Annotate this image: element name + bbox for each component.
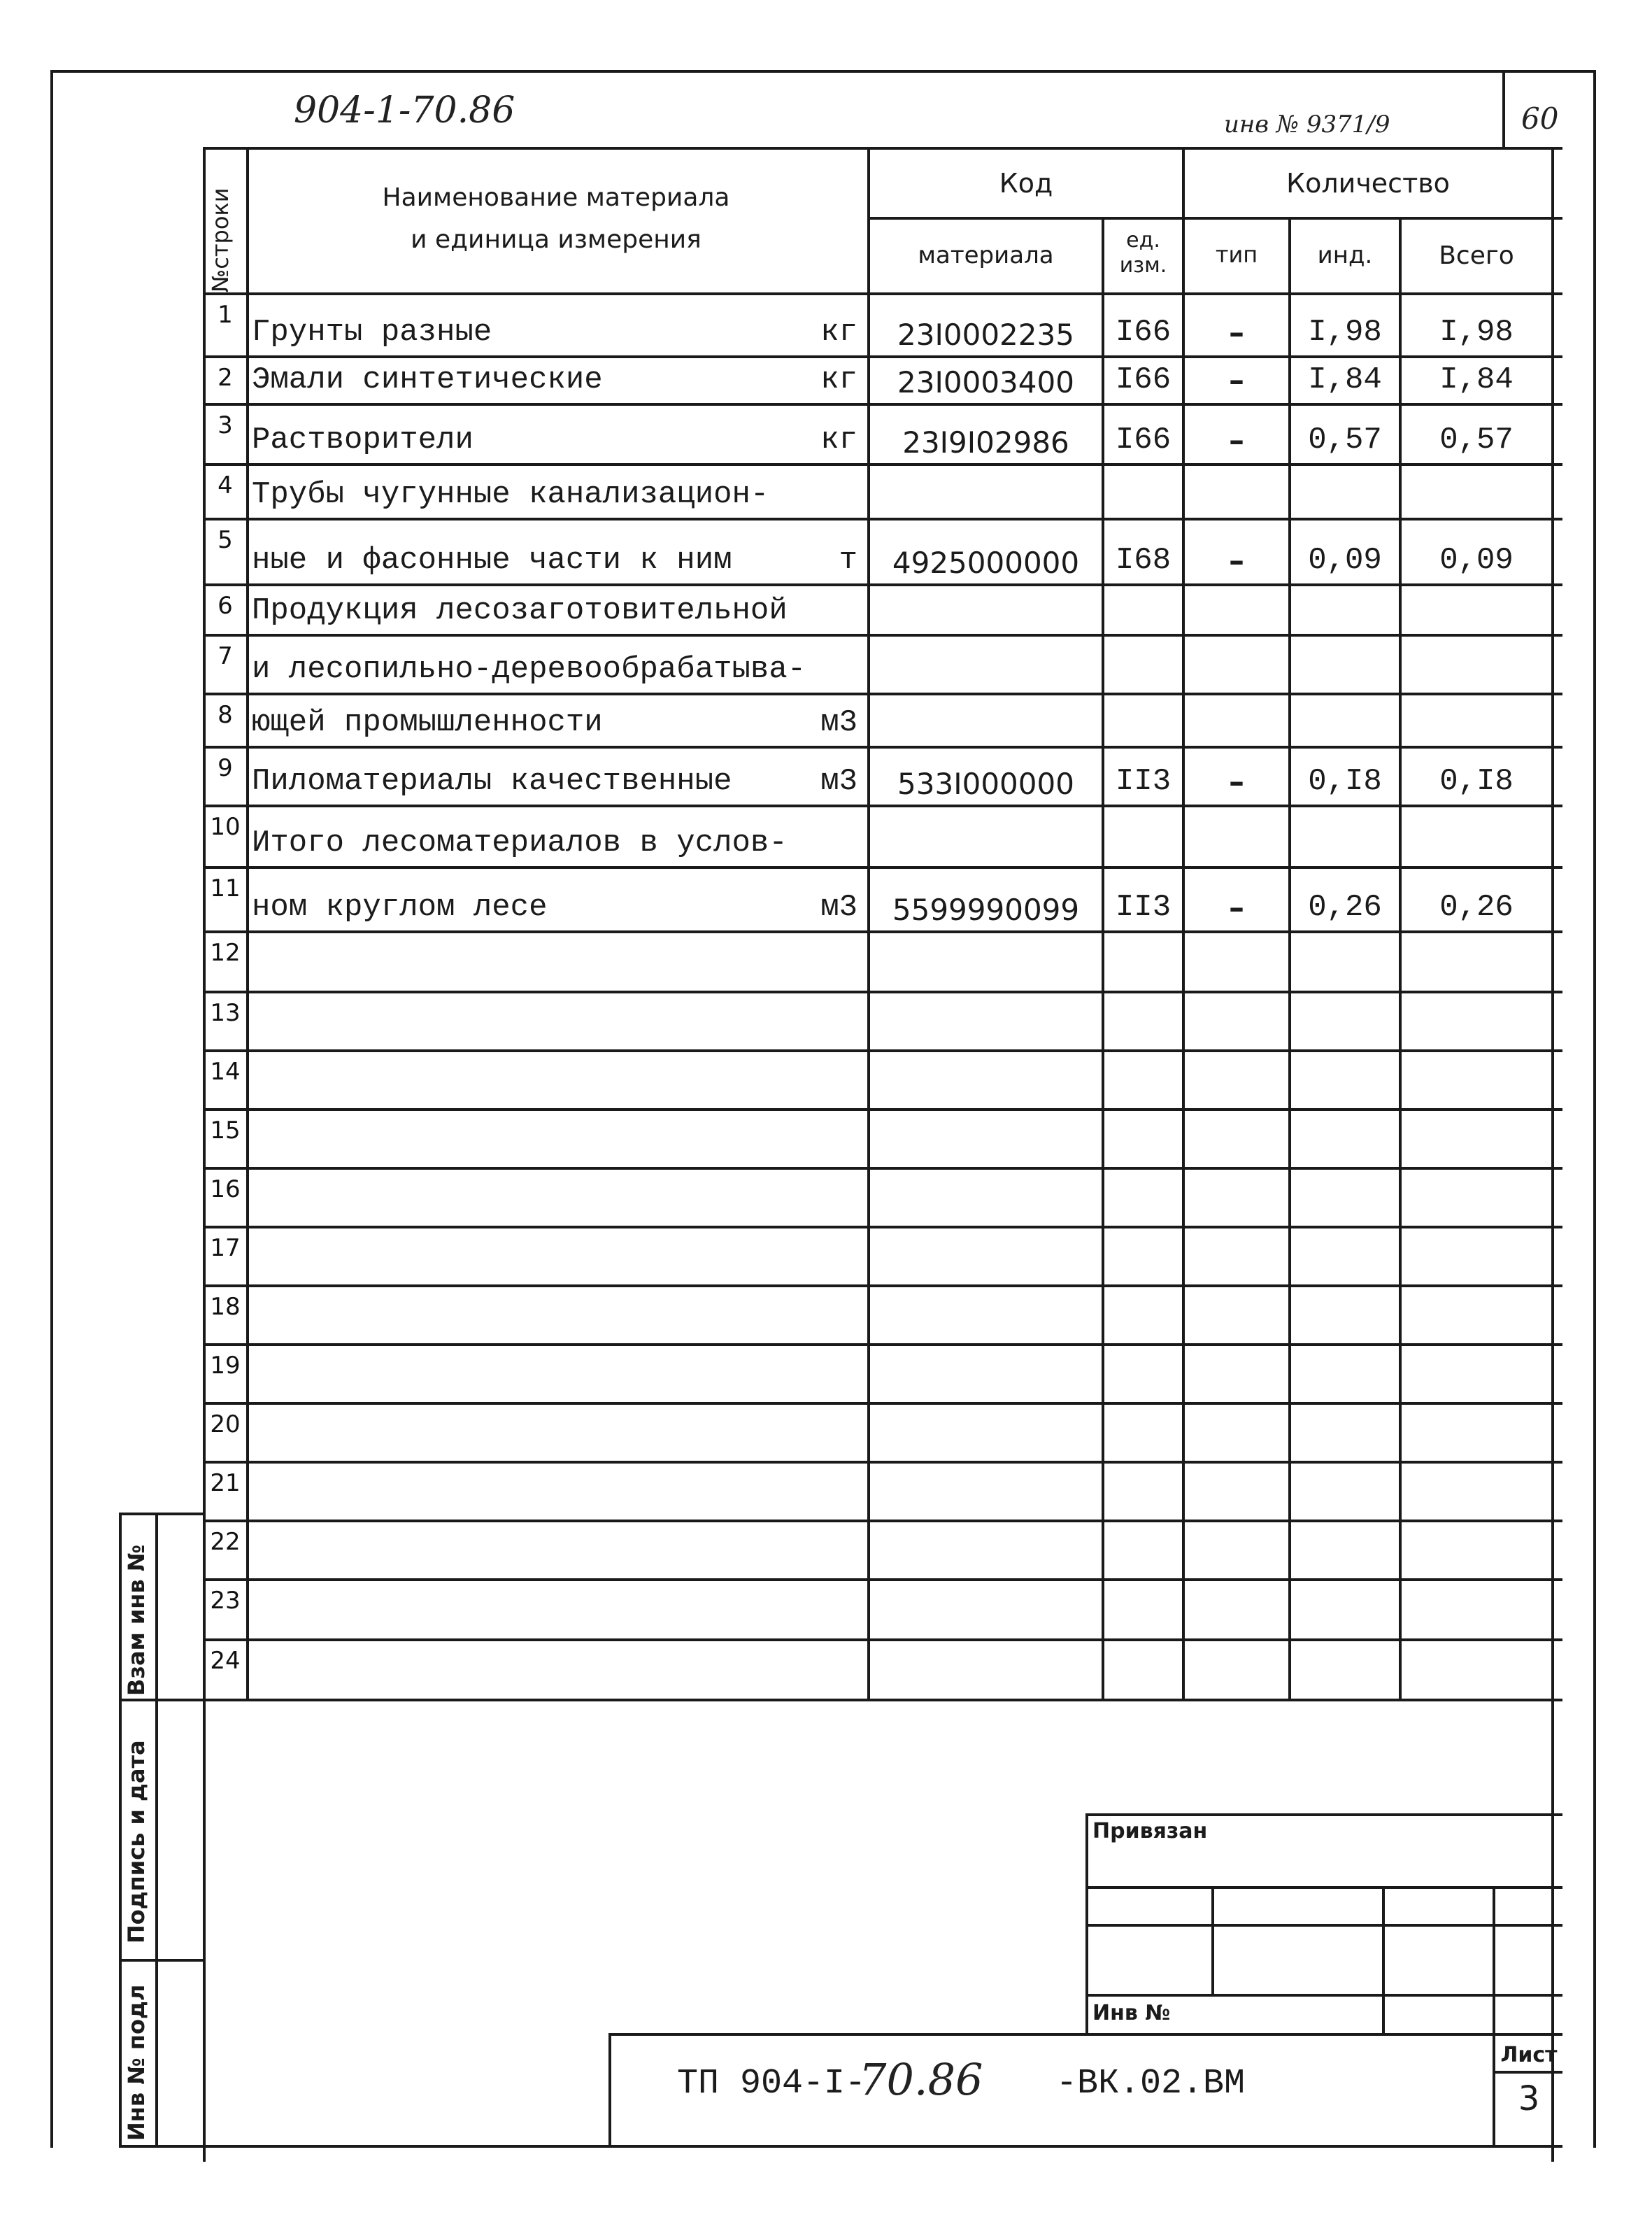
privyazan-top — [1085, 1813, 1562, 1816]
table-right-border — [1551, 147, 1554, 2162]
individual-header: инд. — [1317, 241, 1373, 269]
quantity-total: I,98 — [1439, 315, 1514, 350]
quantity-type: – — [1229, 362, 1244, 398]
material-unit: м3 — [820, 890, 857, 925]
stamp-left — [608, 2033, 611, 2148]
material-name: Эмали синтетические — [252, 362, 603, 397]
quantity-individual: 0,I8 — [1308, 764, 1382, 799]
name-header-line2: и единица измерения — [411, 225, 702, 254]
header-bottom-line — [203, 292, 1562, 295]
quantity-total: 0,I8 — [1439, 764, 1514, 799]
row-line — [203, 1520, 1562, 1522]
row-number: 5 — [218, 526, 233, 554]
unit-code-header: ед. — [1126, 228, 1160, 253]
material-name: ном круглом лесе — [252, 890, 548, 925]
privyazan-label: Привязан — [1092, 1819, 1208, 1843]
page-box-divider — [1502, 70, 1505, 147]
unit-code: I68 — [1115, 543, 1172, 578]
side-stamp-bottom — [119, 2145, 206, 2148]
quantity-total: I,84 — [1439, 362, 1514, 397]
header-sub-line — [867, 217, 1562, 220]
privyazan-col1 — [1211, 1886, 1214, 1994]
row-line — [203, 693, 1562, 695]
quantity-total: 0,57 — [1439, 423, 1514, 458]
material-name: Трубы чугунные канализацион- — [252, 477, 769, 512]
row-line — [203, 1343, 1562, 1346]
privyazan-col2 — [1382, 1886, 1385, 2036]
row-number: 4 — [218, 472, 233, 500]
material-code: 4925000000 — [892, 546, 1080, 580]
name-header: Наименование материала — [382, 183, 730, 212]
quantity-type: – — [1229, 315, 1244, 350]
row-number: 3 — [218, 411, 233, 439]
material-code: 23I0002235 — [897, 318, 1074, 352]
row-number: 20 — [210, 1410, 241, 1438]
side-stamp-div2 — [119, 1959, 206, 1962]
row-line — [203, 805, 1562, 807]
sheet-label: Лист — [1500, 2043, 1558, 2067]
row-number: 14 — [210, 1058, 241, 1086]
side-stamp-div1 — [119, 1699, 206, 1701]
quantity-individual: I,84 — [1308, 362, 1382, 397]
row-number: 19 — [210, 1352, 241, 1380]
row-line — [203, 583, 1562, 586]
material-name: Продукция лесозаготовительной — [252, 593, 788, 628]
material-header: материала — [918, 241, 1054, 269]
row-number: 8 — [218, 701, 233, 729]
page-bottom-line — [203, 2145, 1562, 2148]
row-line — [203, 1578, 1562, 1581]
row-line — [203, 1167, 1562, 1170]
quantity-total: 0,09 — [1439, 543, 1514, 578]
replace-inventory-label: Взам инв № — [123, 1544, 150, 1696]
row-line — [203, 463, 1562, 466]
outer-right-border — [1593, 70, 1596, 2148]
row-number: 24 — [210, 1647, 241, 1675]
row-number: 13 — [210, 999, 241, 1027]
row-line — [203, 1402, 1562, 1405]
row-number: 9 — [218, 754, 233, 782]
material-name: ющей промышленности — [252, 705, 603, 740]
row-line — [203, 518, 1562, 520]
row-number: 6 — [218, 592, 233, 620]
row-line — [203, 1226, 1562, 1228]
sheet-box-div — [1493, 2071, 1562, 2074]
unit-code: II3 — [1115, 764, 1172, 799]
material-unit: м3 — [820, 705, 857, 740]
outer-top-border — [50, 70, 1596, 73]
row-number: 1 — [218, 301, 233, 329]
row-number: 2 — [218, 364, 233, 392]
side-stamp-inner — [155, 1513, 158, 2148]
privyazan-line1 — [1085, 1886, 1562, 1889]
quantity-type: – — [1229, 764, 1244, 800]
quantity-header: Количество — [1286, 168, 1450, 199]
row-number: 10 — [210, 813, 241, 841]
signature-date-label: Подпись и дата — [123, 1740, 150, 1943]
material-unit: кг — [820, 315, 857, 350]
row-number: 18 — [210, 1293, 241, 1321]
row-number: 12 — [210, 939, 241, 967]
row-line — [203, 403, 1562, 406]
privyazan-line3 — [1085, 1994, 1562, 1997]
material-name: Пиломатериалы качественные — [252, 764, 732, 799]
row-number: 23 — [210, 1587, 241, 1615]
quantity-individual: I,98 — [1308, 315, 1382, 350]
row-line — [203, 991, 1562, 993]
row-number: 17 — [210, 1234, 241, 1262]
material-unit: м3 — [820, 764, 857, 799]
unit-code: II3 — [1115, 890, 1172, 925]
row-number: 22 — [210, 1528, 241, 1556]
unit-code-header-line2: изм. — [1119, 253, 1167, 278]
table-top-border — [203, 147, 1562, 150]
table-left-border — [203, 147, 206, 2162]
material-code: 5599990099 — [892, 893, 1080, 927]
material-name: Грунты разные — [252, 315, 492, 350]
project-code-suffix: -ВК.02.ВМ — [1056, 2064, 1246, 2104]
outer-left-border — [50, 70, 53, 2148]
material-unit: кг — [820, 362, 857, 397]
unit-code: I66 — [1115, 423, 1172, 458]
quantity-total: 0,26 — [1439, 890, 1514, 925]
material-name: Итого лесоматериалов в услов- — [252, 826, 788, 860]
row-number: 16 — [210, 1175, 241, 1203]
type-header: тип — [1215, 241, 1258, 268]
unit-code: I66 — [1115, 315, 1172, 350]
side-stamp-top — [119, 1513, 206, 1515]
total-header: Всего — [1439, 241, 1514, 270]
material-unit: т — [839, 543, 857, 578]
code-header: Код — [999, 168, 1053, 199]
side-stamp-outer — [119, 1513, 122, 2148]
row-line — [203, 746, 1562, 749]
row-number: 11 — [210, 874, 241, 902]
row-line — [203, 866, 1562, 869]
rownum-divider — [246, 147, 249, 1700]
row-number: 21 — [210, 1469, 241, 1497]
privyazan-line2 — [1085, 1924, 1562, 1927]
material-code: 23I0003400 — [897, 365, 1074, 399]
row-number: 15 — [210, 1117, 241, 1145]
material-name: и лесопильно-деревообрабатыва- — [252, 652, 806, 687]
row-line — [203, 1049, 1562, 1052]
row-line — [203, 1284, 1562, 1287]
original-inventory-label: Инв № подл — [123, 1984, 150, 2141]
row-line — [203, 634, 1562, 637]
row-line — [203, 355, 1562, 358]
unit-code: I66 — [1115, 362, 1172, 397]
quantity-type: – — [1229, 890, 1244, 926]
quantity-individual: 0,09 — [1308, 543, 1382, 578]
doc-number-handwritten: 904-1-70.86 — [294, 90, 515, 132]
row-line — [203, 1461, 1562, 1464]
stamp-top — [608, 2033, 1562, 2036]
material-unit: кг — [820, 423, 857, 458]
material-name: ные и фасонные части к ним — [252, 543, 732, 578]
sheet-number: 3 — [1518, 2079, 1540, 2118]
row-number-header: №строки — [207, 187, 234, 292]
material-code: 23I9I02986 — [902, 425, 1069, 460]
row-line — [203, 930, 1562, 933]
quantity-individual: 0,57 — [1308, 423, 1382, 458]
table-bottom-line — [203, 1699, 1562, 1701]
inventory-no-label: Инв № — [1092, 2001, 1171, 2025]
quantity-individual: 0,26 — [1308, 890, 1382, 925]
project-code-prefix: ТП 904-I- — [677, 2064, 867, 2104]
row-number: 7 — [218, 642, 233, 670]
quantity-type: – — [1229, 543, 1244, 579]
inventory-number: инв № 9371/9 — [1224, 111, 1390, 139]
page-number-handwritten: 60 — [1521, 101, 1559, 136]
quantity-type: – — [1229, 423, 1244, 458]
material-code: 533I000000 — [897, 767, 1074, 801]
row-line — [203, 1638, 1562, 1641]
material-name: Растворители — [252, 423, 473, 458]
row-line — [203, 1108, 1562, 1111]
project-code-handwritten: 70.86 — [859, 2054, 983, 2105]
